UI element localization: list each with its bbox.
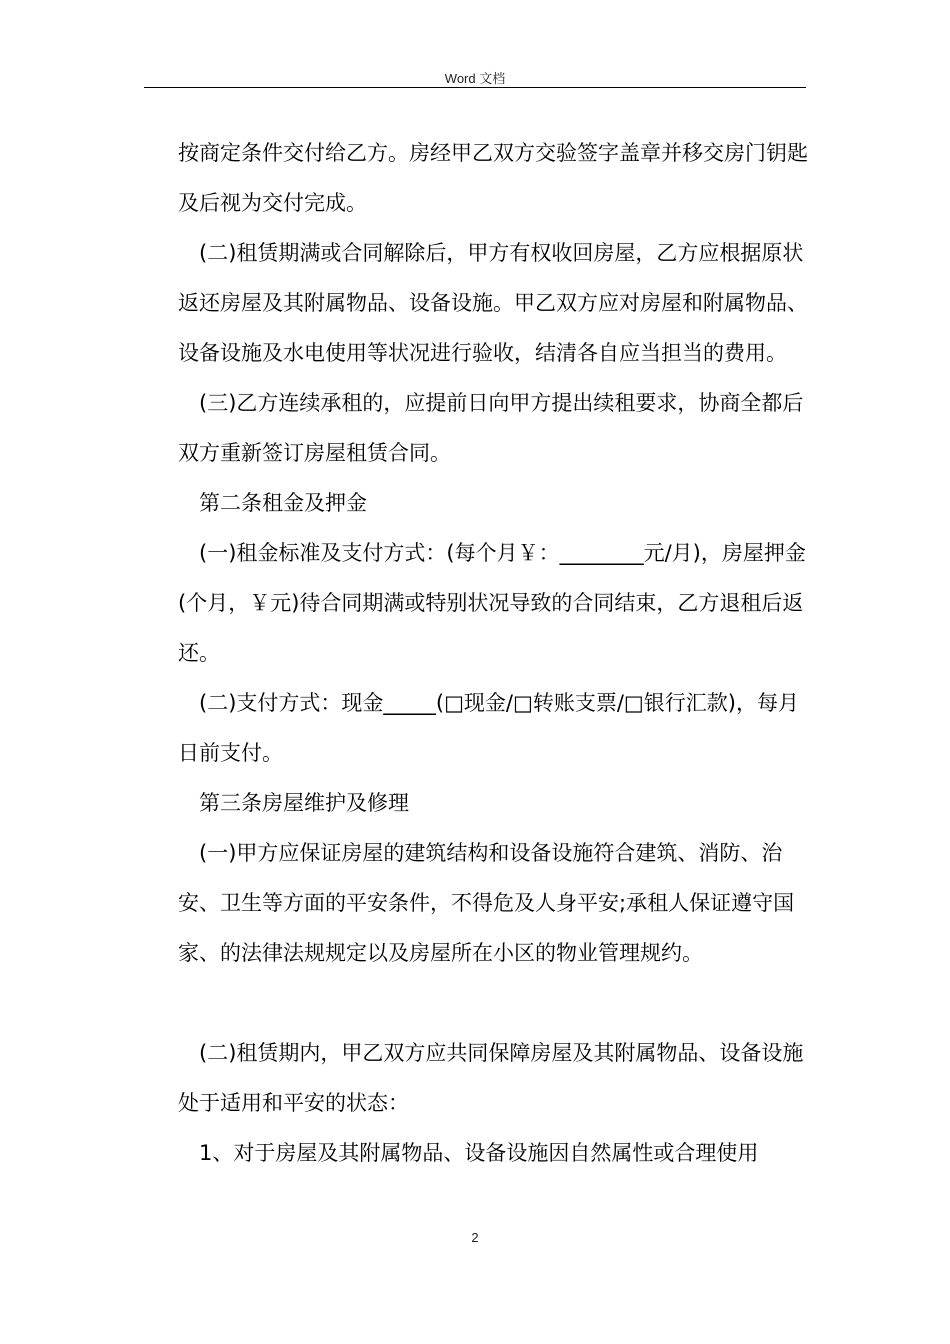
- header-divider: [144, 87, 806, 88]
- paragraph-safety-conditions: (一)甲方应保证房屋的建筑结构和设备设施符合建筑、消防、治安、卫生等方面的平安条件，不得危及人身平安;承租人保证遵守国家、的法律法规规定以及房屋所在小区的物业管理规约。: [178, 841, 795, 965]
- blank-line: [178, 978, 808, 1028]
- document-body: [178, 128, 808, 1178]
- page-number: 2: [471, 1230, 479, 1245]
- page-header-title: Word 文档: [444, 71, 506, 86]
- paragraph-item-1: 1、对于房屋及其附属物品、设备设施因自然属性或合理使用: [199, 1141, 759, 1165]
- section-heading-maintenance: 第三条房屋维护及修理: [199, 791, 409, 815]
- paragraph-rent-standard: (一)租金标准及支付方式：(每个月￥：________元/月)，房屋押金(个月，￥元)待合同期满或特别状况导致的合同结束，乙方退租后返还。: [178, 541, 806, 665]
- paragraph-delivery: 按商定条件交付给乙方。房经甲乙双方交验签字盖章并移交房门钥匙及后视为交付完成。: [178, 141, 808, 215]
- paragraph-lease-expiry: (二)租赁期满或合同解除后，甲方有权收回房屋，乙方应根据原状返还房屋及其附属物品、设备设施。甲乙双方应对房屋和附属物品、设备设施及水电使用等状况进行验收，结清各自应当担当的费用。: [178, 241, 808, 365]
- paragraph-renewal: (三)乙方连续承租的，应提前日向甲方提出续租要求，协商全都后双方重新签订房屋租赁合同。: [178, 391, 804, 465]
- section-heading-rent: 第二条租金及押金: [199, 491, 367, 515]
- paragraph-payment-method: (二)支付方式：现金_____(□现金/□转账支票/□银行汇款)，每月日前支付。: [178, 691, 799, 765]
- paragraph-joint-maintenance: (二)租赁期内，甲乙双方应共同保障房屋及其附属物品、设备设施处于适用和平安的状态：: [178, 1041, 804, 1115]
